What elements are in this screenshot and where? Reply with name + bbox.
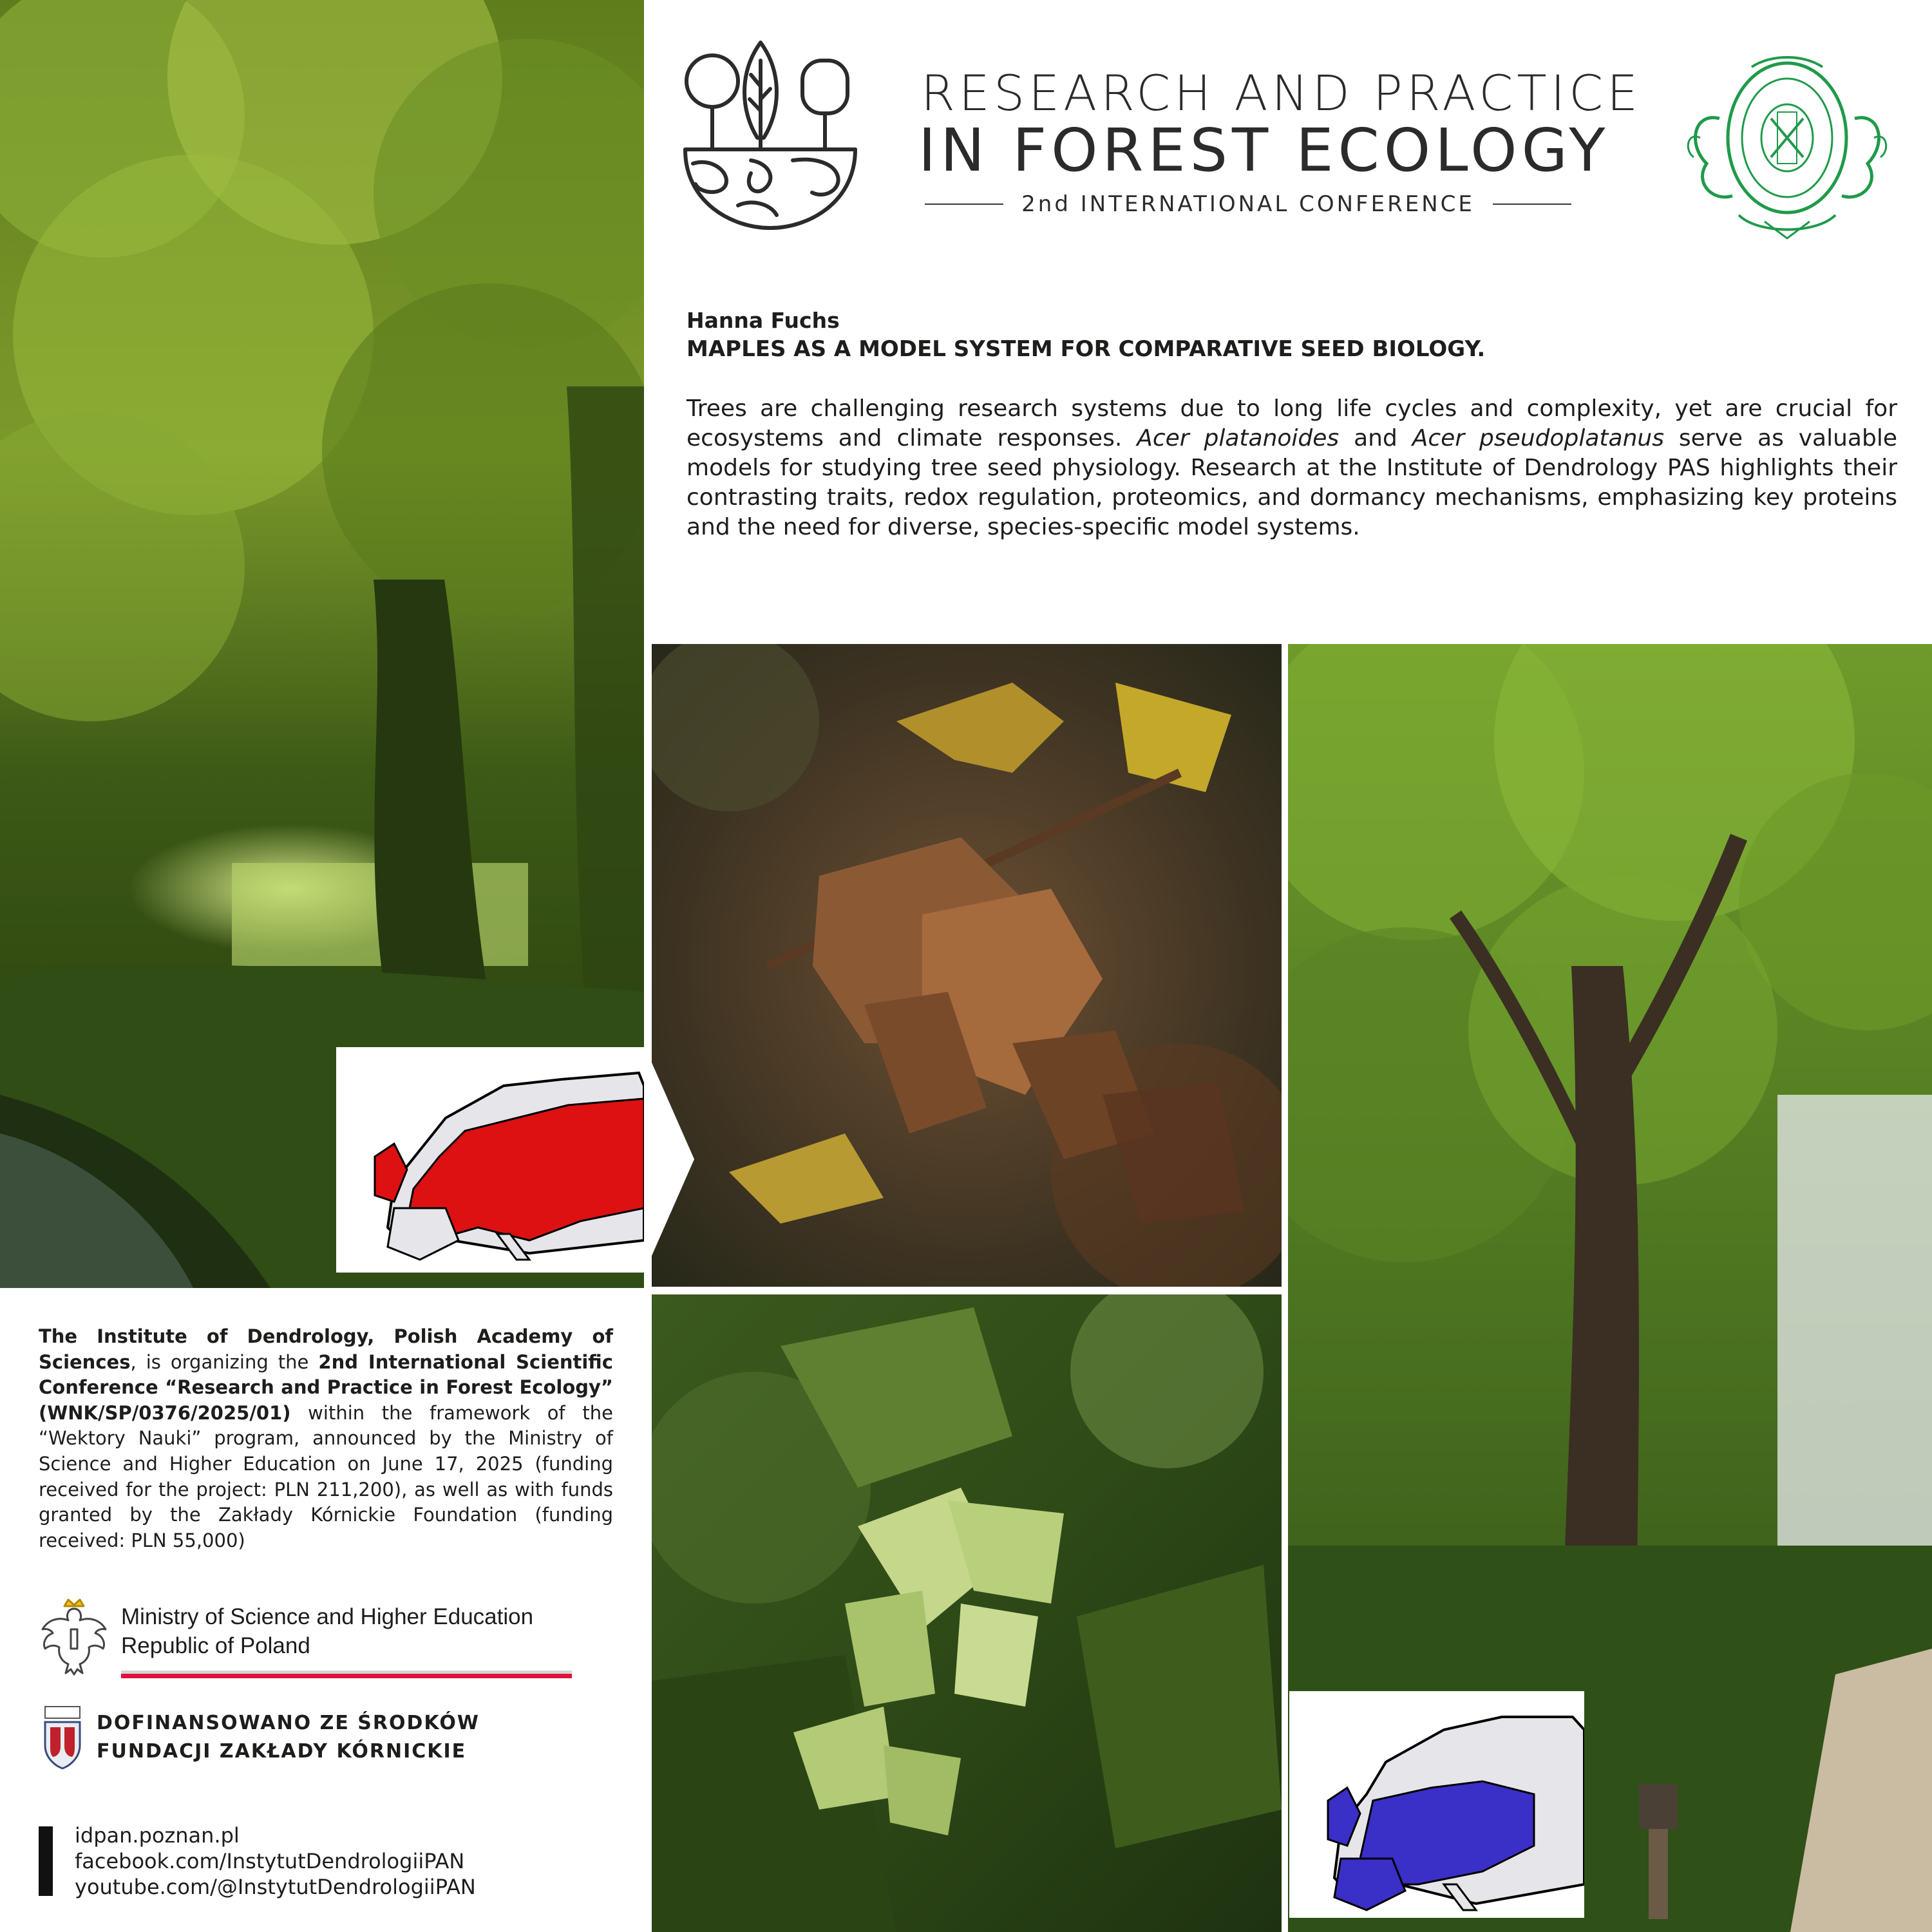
funding-text-2: within the framework of the “Wektory Nauki” program, announced by the Ministry of Science and Higher Education on June 17, 2025 (funding received for the project: PLN 211,200), as well as with funds granted by the Zakłady Kórnickie Foundation (funding received: PLN 55,000) [39, 1401, 613, 1551]
ministry-line2: Republic of Poland [121, 1633, 310, 1658]
foundation-crest-icon [41, 1705, 84, 1770]
acer-platanoides-distribution-map [336, 1047, 644, 1273]
notch-arrow [652, 1063, 694, 1256]
contact-accent-bar [39, 1826, 53, 1896]
acer-pseudoplatanus-distribution-map [1289, 1691, 1584, 1918]
subtitle-rule-left [925, 204, 1003, 205]
conference-logo [680, 35, 860, 236]
conference-title-line1: RESEARCH AND PRACTICE [921, 64, 1642, 122]
foundation-line2: FUNDACJI ZAKŁADY KÓRNICKIE [97, 1740, 467, 1763]
abstract-text-a: Trees are challenging research systems due to long life cycles and complexity, yet are crucial for ecosystems and climate responses. [687, 395, 1897, 451]
abstract-text-b: and [1339, 425, 1412, 451]
talk-title: MAPLES AS A MODEL SYSTEM FOR COMPARATIVE SEED BIOLOGY. [687, 336, 1486, 362]
polish-eagle-emblem-icon [39, 1597, 109, 1677]
subtitle-rule-right [1493, 204, 1571, 205]
website-link[interactable]: idpan.poznan.pl [75, 1823, 240, 1848]
abstract-paragraph [687, 394, 1897, 542]
abstract-text-c: serve as valuable models for studying tree seed physiology. Research at the Institute of Dendrology PAS highlights their contrasting traits, redox regulation, proteomics, and dormancy mechanisms, emphasizing key proteins and the need for diverse, species-specific model systems. [687, 425, 1897, 540]
species-acer-platanoides: Acer platanoides [1137, 425, 1340, 451]
ministry-line1: Ministry of Science and Higher Education [121, 1604, 534, 1629]
autumn-maple-samaras-photo [652, 644, 1282, 1287]
institute-seal-logo [1681, 41, 1893, 245]
funding-statement [39, 1324, 613, 1553]
foundation-cofunding-text [97, 1709, 480, 1766]
conference-subtitle: 2nd INTERNATIONAL CONFERENCE [1021, 191, 1475, 217]
green-maple-samaras-photo [652, 1294, 1282, 1932]
funding-conference: 2nd International Scientific Conference “Research and Practice in Forest Ecology” (WNK/SP/0376/2025/01) [39, 1350, 613, 1424]
ministry-name [121, 1602, 533, 1660]
conference-title-line2: IN FOREST ECOLOGY [918, 116, 1610, 185]
facebook-link[interactable]: facebook.com/InstytutDendrologiiPAN [75, 1849, 465, 1873]
funding-text-1: , is organizing the [130, 1350, 319, 1373]
poland-flag-bar [121, 1671, 572, 1678]
funding-organizer: The Institute of Dendrology, Polish Academy of Sciences [39, 1325, 613, 1373]
youtube-link[interactable]: youtube.com/@InstytutDendrologiiPAN [75, 1875, 476, 1899]
species-acer-pseudoplatanus: Acer pseudoplatanus [1412, 425, 1664, 451]
contact-links [75, 1823, 476, 1900]
author-name: Hanna Fuchs [687, 308, 840, 333]
foundation-line1: DOFINANSOWANO ZE ŚRODKÓW [97, 1712, 480, 1734]
conference-subtitle-row [925, 188, 1571, 220]
